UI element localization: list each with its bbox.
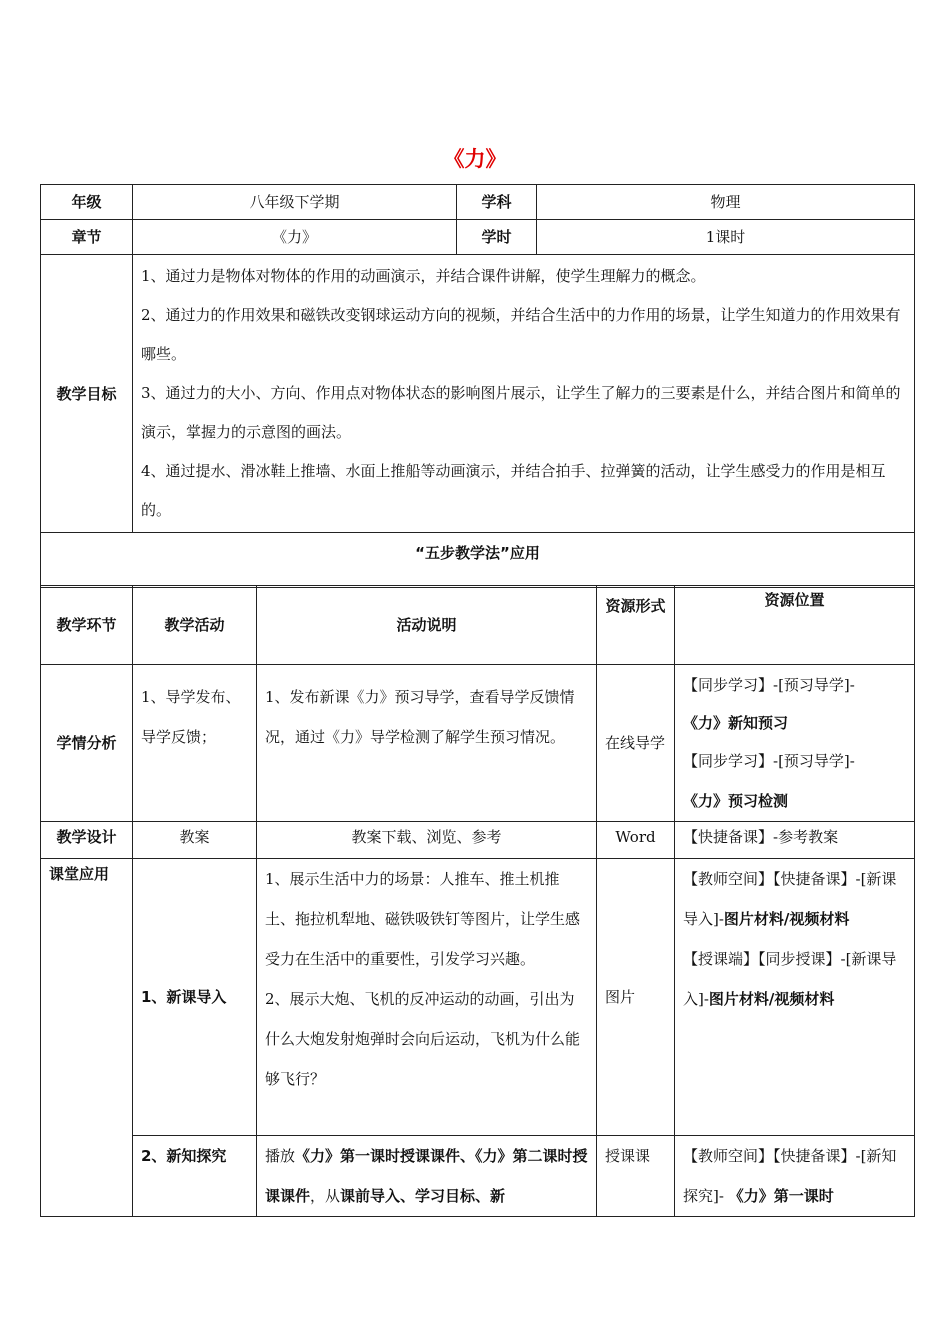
step2-loc-a: 【教师空间】【快捷备课】-[新知探究]- — [683, 1147, 897, 1205]
design-desc: 教案下载、浏览、参考 — [257, 822, 597, 859]
grade-label: 年级 — [41, 185, 133, 220]
goal-item: 2、通过力的作用效果和磁铁改变钢球运动方向的视频，并结合生活中的力作用的场景，让学生知道力的作用效果有哪些。 — [141, 306, 901, 363]
goal-item: 1、通过力是物体对物体的作用的动画演示，并结合课件讲解，使学生理解力的概念。 — [141, 267, 706, 285]
chapter-row — [41, 220, 915, 255]
goals-content — [133, 255, 915, 533]
method-heading-row — [41, 533, 915, 588]
step2-desc-d: 课前导入、学习目标、新 — [340, 1187, 506, 1205]
hours-value: 1课时 — [537, 220, 915, 255]
analysis-loc-1a: 【同步学习】-[预习导学]- — [683, 676, 855, 694]
analysis-loc-2b: 《力》预习检测 — [683, 792, 789, 810]
chapter-value: 《力》 — [133, 220, 457, 255]
col-desc: 活动说明 — [257, 586, 597, 665]
classroom-stage: 课堂应用 — [41, 859, 133, 1217]
step1-form: 图片 — [597, 859, 675, 1136]
step2-desc-b: 《力》第一课时授课课件、《力》第二课时授课课件 — [265, 1147, 588, 1205]
step1-loc-2b: 图片材料/视频材料 — [708, 990, 835, 1008]
goals-row — [41, 255, 915, 533]
analysis-loc-1b: 《力》新知预习 — [683, 714, 789, 732]
step1-desc-1: 1、展示生活中力的场景：人推车、推土机推土、拖拉机犁地、磁铁吸铁钉等图片，让学生感受力在生活中的重要性，引发学习兴趣。 — [265, 870, 581, 968]
analysis-location — [675, 665, 915, 822]
info-table — [40, 184, 915, 588]
classroom-row-2 — [41, 1136, 915, 1217]
grade-value: 八年级下学期 — [133, 185, 457, 220]
step1-location — [675, 859, 915, 1136]
design-activity: 教案 — [133, 822, 257, 859]
analysis-loc-2a: 【同步学习】-[预习导学]- — [683, 752, 855, 770]
method-table — [40, 585, 915, 1217]
step1-loc-1b: 图片材料/视频材料 — [723, 910, 850, 928]
step2-location — [675, 1136, 915, 1217]
step2-desc-c: ，从 — [310, 1187, 341, 1205]
subject-label: 学科 — [457, 185, 537, 220]
step1-desc — [257, 859, 597, 1136]
col-location: 资源位置 — [675, 586, 915, 665]
step2-loc-b: 《力》第一课时 — [728, 1187, 834, 1205]
design-stage: 教学设计 — [41, 822, 133, 859]
step1-loc-1a: 【教师空间】【快捷备课】-[新课导入]- — [683, 870, 897, 928]
step2-activity: 2、新知探究 — [133, 1136, 257, 1217]
analysis-activity: 1、导学发布、导学反馈； — [133, 665, 257, 822]
goal-item: 3、通过力的大小、方向、作用点对物体状态的影响图片展示，让学生了解力的三要素是什么，并结合图片和简单的演示，掌握力的示意图的画法。 — [141, 384, 901, 441]
classroom-row-1 — [41, 859, 915, 1136]
chapter-label: 章节 — [41, 220, 133, 255]
col-activity: 教学活动 — [133, 586, 257, 665]
method-heading: “五步教学法”应用 — [41, 533, 915, 588]
goal-item: 4、通过提水、滑冰鞋上推墙、水面上推船等动画演示，并结合拍手、拉弹簧的活动，让学生感受力的作用是相互的。 — [141, 462, 886, 519]
step2-desc — [257, 1136, 597, 1217]
step1-activity: 1、新课导入 — [133, 859, 257, 1136]
design-location: 【快捷备课】-参考教案 — [675, 822, 915, 859]
analysis-row — [41, 665, 915, 822]
subject-value: 物理 — [537, 185, 915, 220]
column-header-row — [41, 586, 915, 665]
goals-label: 教学目标 — [41, 255, 133, 533]
step1-loc-2a: 【授课端】【同步授课】-[新课导入]- — [683, 950, 897, 1008]
analysis-form: 在线导学 — [597, 665, 675, 822]
design-row — [41, 822, 915, 859]
analysis-desc: 1、发布新课《力》预习导学，查看导学反馈情况，通过《力》导学检测了解学生预习情况。 — [257, 665, 597, 822]
grade-row — [41, 185, 915, 220]
design-form: Word — [597, 822, 675, 859]
col-stage: 教学环节 — [41, 586, 133, 665]
step2-form: 授课课 — [597, 1136, 675, 1217]
document-title: 《力》 — [443, 147, 507, 171]
step2-desc-a: 播放 — [265, 1147, 296, 1165]
hours-label: 学时 — [457, 220, 537, 255]
analysis-stage: 学情分析 — [41, 665, 133, 822]
col-form: 资源形式 — [597, 586, 675, 665]
step1-desc-2: 2、展示大炮、飞机的反冲运动的动画，引出为什么大炮发射炮弹时会向后运动，飞机为什么能够飞行？ — [265, 990, 581, 1088]
